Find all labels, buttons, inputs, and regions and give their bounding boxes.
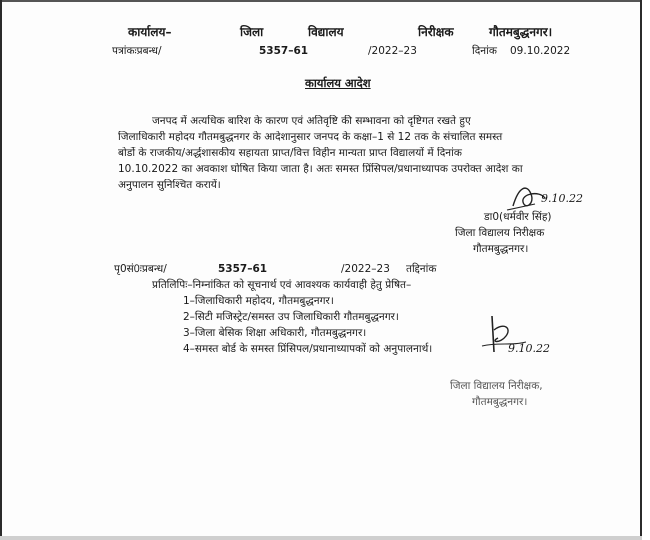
reference-date: 09.10.2022 [510, 45, 571, 57]
header-district: जिला [240, 25, 264, 39]
header-school: विद्यालय [308, 25, 344, 39]
reference-number: 5357–61 [259, 45, 309, 57]
copy-list-item: 4–समस्त बोर्ड के समस्त प्रिंसिपल/प्रधानाध्यापकों को अनुपालनार्थ। [183, 343, 433, 355]
body-line: अनुपालन सुनिश्चित करायें। [118, 179, 221, 191]
copy-list-item: 2–सिटी मजिस्ट्रेट/समस्त उप जिलाधिकारी गौतमबुद्धनगर। [183, 311, 399, 323]
reference-date-label: दिनांक [472, 45, 497, 57]
copy-reference-number: 5357–61 [218, 263, 268, 275]
body-line: जिलाधिकारी महोदय गौतमबुद्धनगर के आदेशानुसार जनपद के कक्षा–1 से 12 तक के संचालित समस्त [118, 131, 503, 143]
copy-reference-label: पृ0सं0ःप्रबन्ध/ [114, 263, 167, 275]
signature-date: 9.10.22 [541, 192, 583, 205]
footer-sign-place: गौतमबुद्धनगर। [472, 396, 528, 408]
copy-reference-date-label: तद्दिनांक [406, 263, 437, 275]
header-place: गौतमबुद्धनगर। [489, 25, 553, 39]
reference-label: पत्रांकःप्रबन्ध/ [112, 45, 162, 57]
footer-sign-designation: जिला विद्यालय निरीक्षक, [450, 380, 543, 392]
page-frame-right [640, 0, 642, 540]
copy-list-item: 1–जिलाधिकारी महोदय, गौतमबुद्धनगर। [183, 295, 334, 307]
body-line: 10.10.2022 का अवकाश घोषित किया जाता है। अतः समस्त प्रिंसिपल/प्रधानाध्यापक उपरोक्त आदेश का [118, 163, 523, 175]
header-inspector: निरीक्षक [418, 25, 454, 39]
header-office: कार्यालय– [128, 25, 172, 39]
body-line: बोर्डो के राजकीय/अर्द्धशासकीय सहायता प्राप्त/वित्त विहीन मान्यता प्राप्त विद्यालयों में दिनांक [118, 147, 462, 159]
copy-reference-year: /2022–23 [341, 263, 390, 275]
signature-date: 9.10.22 [508, 342, 550, 355]
copy-list-item: 3–जिला बेसिक शिक्षा अधिकारी, गौतमबुद्धनगर। [183, 327, 367, 339]
page-frame-bottom [0, 536, 642, 540]
signatory-place: गौतमबुद्धनगर। [473, 243, 529, 255]
order-title: कार्यालय आदेश [305, 76, 371, 90]
signatory-designation: जिला विद्यालय निरीक्षक [455, 227, 545, 239]
reference-year: /2022–23 [368, 45, 417, 57]
body-line: जनपद में अत्यधिक बारिश के कारण एवं अतिवृष्टि की सम्भावना को दृष्टिगत रखते हुए [152, 115, 471, 127]
signatory-name: डा0(धर्मवीर सिंह) [484, 211, 552, 223]
copy-intro: प्रतिलिपिः–निम्नांकित को सूचनार्थ एवं आवश्यक कार्यवाही हेतु प्रेषित– [152, 279, 412, 291]
